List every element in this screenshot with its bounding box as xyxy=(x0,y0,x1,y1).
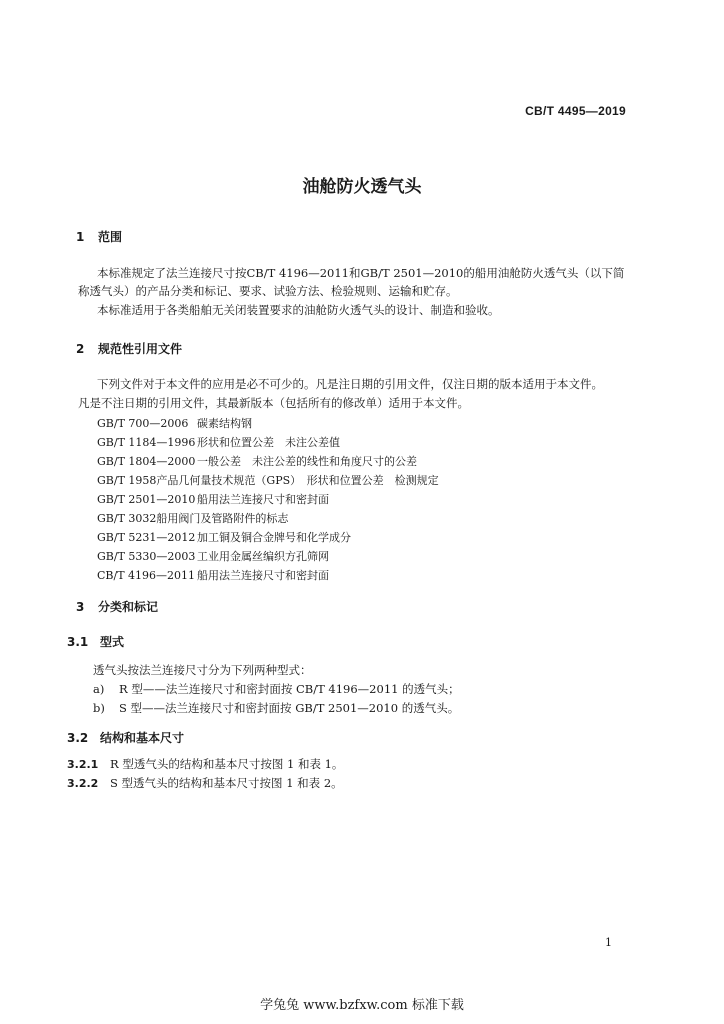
clause-text: S 型透气头的结构和基本尺寸按图 1 和表 2。 xyxy=(110,776,343,790)
reference-item xyxy=(97,567,329,583)
reference-code: GB/T 700—2006 xyxy=(97,417,189,430)
list-item xyxy=(93,700,459,716)
document-title: 油舱防火透气头 xyxy=(302,177,422,197)
paragraph: 透气头按法兰连接尺寸分为下列两种型式： xyxy=(93,663,312,677)
reference-code: GB/T 5330—2003 xyxy=(97,550,196,563)
reference-title: 船用法兰连接尺寸和密封面 xyxy=(197,493,329,506)
paragraph: 下列文件对于本文件的应用是必不可少的。凡是注日期的引用文件，仅注日期的版本适用于本文件。 xyxy=(97,377,603,391)
subsection-3-1-heading xyxy=(67,633,124,650)
subsection-3-2-heading xyxy=(67,729,184,746)
reference-item xyxy=(97,510,288,526)
reference-item xyxy=(97,491,329,507)
reference-title: 工业用金属丝编织方孔筛网 xyxy=(197,550,329,563)
page-number: 1 xyxy=(605,936,612,949)
reference-code: GB/T 3032 xyxy=(97,512,157,525)
subsection-number: 3.2 xyxy=(67,731,89,745)
paragraph: 本标准规定了法兰连接尺寸按CB/T 4196—2011和GB/T 2501—2010的船用油舱防火透气头（以下简 xyxy=(97,266,625,280)
subsection-title: 型式 xyxy=(100,635,125,649)
section-title: 分类和标记 xyxy=(98,600,159,614)
section-title: 范围 xyxy=(98,230,123,244)
paragraph: 凡是不注日期的引用文件，其最新版本（包括所有的修改单）适用于本文件。 xyxy=(78,396,469,410)
list-item xyxy=(93,681,460,697)
list-text: R 型——法兰连接尺寸和密封面按 CB/T 4196—2011 的透气头； xyxy=(119,682,460,696)
section-1-heading xyxy=(76,228,122,245)
clause xyxy=(67,756,343,772)
reference-item xyxy=(97,472,439,488)
reference-code: GB/T 2501—2010 xyxy=(97,493,196,506)
list-label: a) xyxy=(93,682,105,696)
section-number: 2 xyxy=(76,342,85,356)
clause xyxy=(67,775,343,791)
reference-title: 船用阀门及管路附件的标志 xyxy=(156,512,289,525)
clause-text: R 型透气头的结构和基本尺寸按图 1 和表 1。 xyxy=(110,757,344,771)
reference-item xyxy=(97,453,417,469)
paragraph: 称透气头）的产品分类和标记、要求、试验方法、检验规则、运输和贮存。 xyxy=(78,284,458,298)
reference-title: 一般公差 未注公差的线性和角度尺寸的公差 xyxy=(197,455,417,468)
paragraph: 本标准适用于各类船舶无关闭装置要求的油舱防火透气头的设计、制造和验收。 xyxy=(97,303,500,317)
reference-title: 形状和位置公差 未注公差值 xyxy=(197,436,340,449)
subsection-number: 3.1 xyxy=(67,635,89,649)
reference-item xyxy=(97,529,351,545)
reference-title: 碳素结构钢 xyxy=(197,417,252,430)
reference-code: GB/T 5231—2012 xyxy=(97,531,196,544)
reference-code: CB/T 4196—2011 xyxy=(97,569,196,582)
reference-title: 产品几何量技术规范（GPS） 形状和位置公差 检测规定 xyxy=(156,474,439,487)
section-3-heading xyxy=(76,598,158,615)
reference-item xyxy=(97,548,329,564)
list-label: b) xyxy=(93,701,105,715)
list-text: S 型——法兰连接尺寸和密封面按 GB/T 2501—2010 的透气头。 xyxy=(119,701,460,715)
reference-code: GB/T 1958 xyxy=(97,474,157,487)
section-number: 3 xyxy=(76,600,85,614)
reference-code: GB/T 1184—1996 xyxy=(97,436,196,449)
footer-watermark: 学兔兔 www.bzfxw.com 标准下载 xyxy=(260,998,464,1013)
section-2-heading xyxy=(76,340,182,357)
section-number: 1 xyxy=(76,230,85,244)
reference-item xyxy=(97,415,252,431)
subsection-title: 结构和基本尺寸 xyxy=(100,731,185,745)
clause-number: 3.2.1 xyxy=(67,758,99,771)
clause-number: 3.2.2 xyxy=(67,777,99,790)
reference-item xyxy=(97,434,340,450)
section-title: 规范性引用文件 xyxy=(98,342,183,356)
standard-code: CB/T 4495—2019 xyxy=(525,104,626,118)
reference-title: 船用法兰连接尺寸和密封面 xyxy=(197,569,329,582)
reference-code: GB/T 1804—2000 xyxy=(97,455,196,468)
reference-title: 加工铜及铜合金牌号和化学成分 xyxy=(197,531,351,544)
